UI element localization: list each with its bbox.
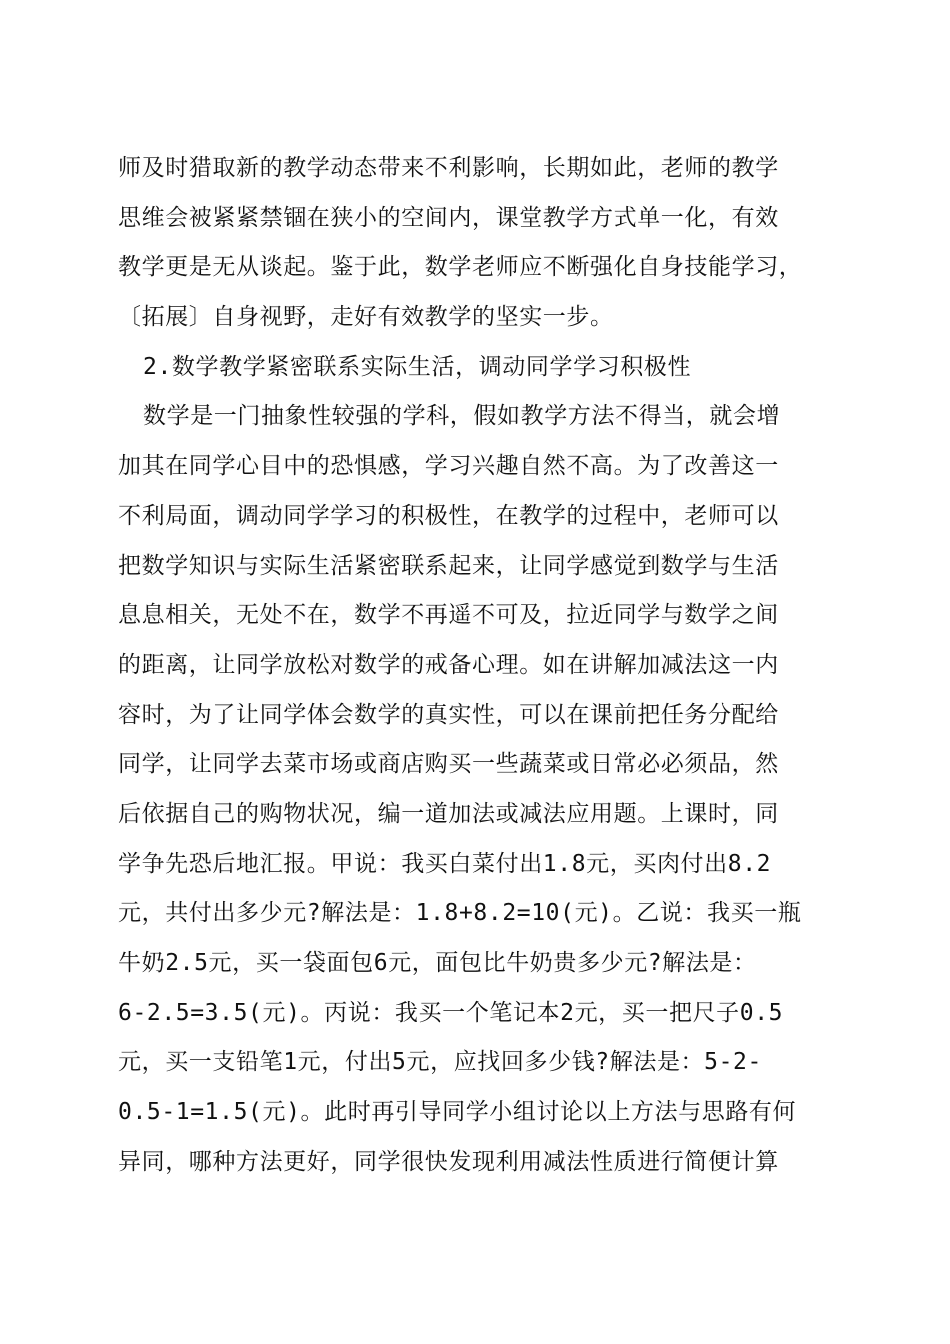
text-line: 息息相关，无处不在，数学不再遥不可及，拉近同学与数学之间 [118, 602, 779, 629]
text-line: 学争先恐后地汇报。甲说：我买白菜付出1.8元，买肉付出8.2 [118, 850, 772, 877]
text-line: 元，共付出多少元?解法是：1.8+8.2=10(元)。乙说：我买一瓶 [118, 900, 802, 927]
section-heading: 2.数学教学紧密联系实际生活，调动同学学习积极性 [143, 353, 692, 380]
text-line: 教学更是无从谈起。鉴于此，数学老师应不断强化自身技能学习， [118, 254, 803, 281]
text-line: 6-2.5=3.5(元)。丙说：我买一个笔记本2元，买一把尺子0.5 [118, 999, 784, 1026]
text-line: 数学是一门抽象性较强的学科，假如教学方法不得当，就会增 [143, 403, 781, 430]
text-line: 师及时猎取新的教学动态带来不利影响，长期如此，老师的教学 [118, 155, 779, 181]
text-line: 的距离，让同学放松对数学的戒备心理。如在讲解加减法这一内 [118, 651, 779, 678]
text-line: 同学，让同学去菜市场或商店购买一些蔬菜或日常必必须品，然 [118, 751, 779, 778]
text-line: 把数学知识与实际生活紧密联系起来，让同学感觉到数学与生活 [118, 552, 779, 579]
text-line: 思维会被紧紧禁锢在狭小的空间内，课堂教学方式单一化，有效 [118, 204, 779, 231]
text-line: 后依据自己的购物状况，编一道加法或减法应用题。上课时，同 [118, 800, 779, 827]
text-line: 元，买一支铅笔1元，付出5元，应找回多少钱?解法是：5-2- [118, 1049, 762, 1076]
text-line: 加其在同学心目中的恐惧感，学习兴趣自然不高。为了改善这一 [118, 453, 779, 480]
text-line: 容时，为了让同学体会数学的真实性，可以在课前把任务分配给 [118, 701, 779, 728]
text-line: 牛奶2.5元，买一袋面包6元，面包比牛奶贵多少元?解法是： [118, 950, 757, 976]
text-line: 〔拓展〕自身视野，走好有效教学的坚实一步。 [118, 304, 614, 331]
text-line: 不利局面，调动同学学习的积极性，在教学的过程中，老师可以 [118, 502, 779, 529]
body-text [118, 144, 834, 1187]
text-line: 异同，哪种方法更好，同学很快发现利用减法性质进行简便计算 [118, 1148, 779, 1175]
text-line: 0.5-1=1.5(元)。此时再引导同学小组讨论以上方法与思路有何 [118, 1099, 797, 1126]
